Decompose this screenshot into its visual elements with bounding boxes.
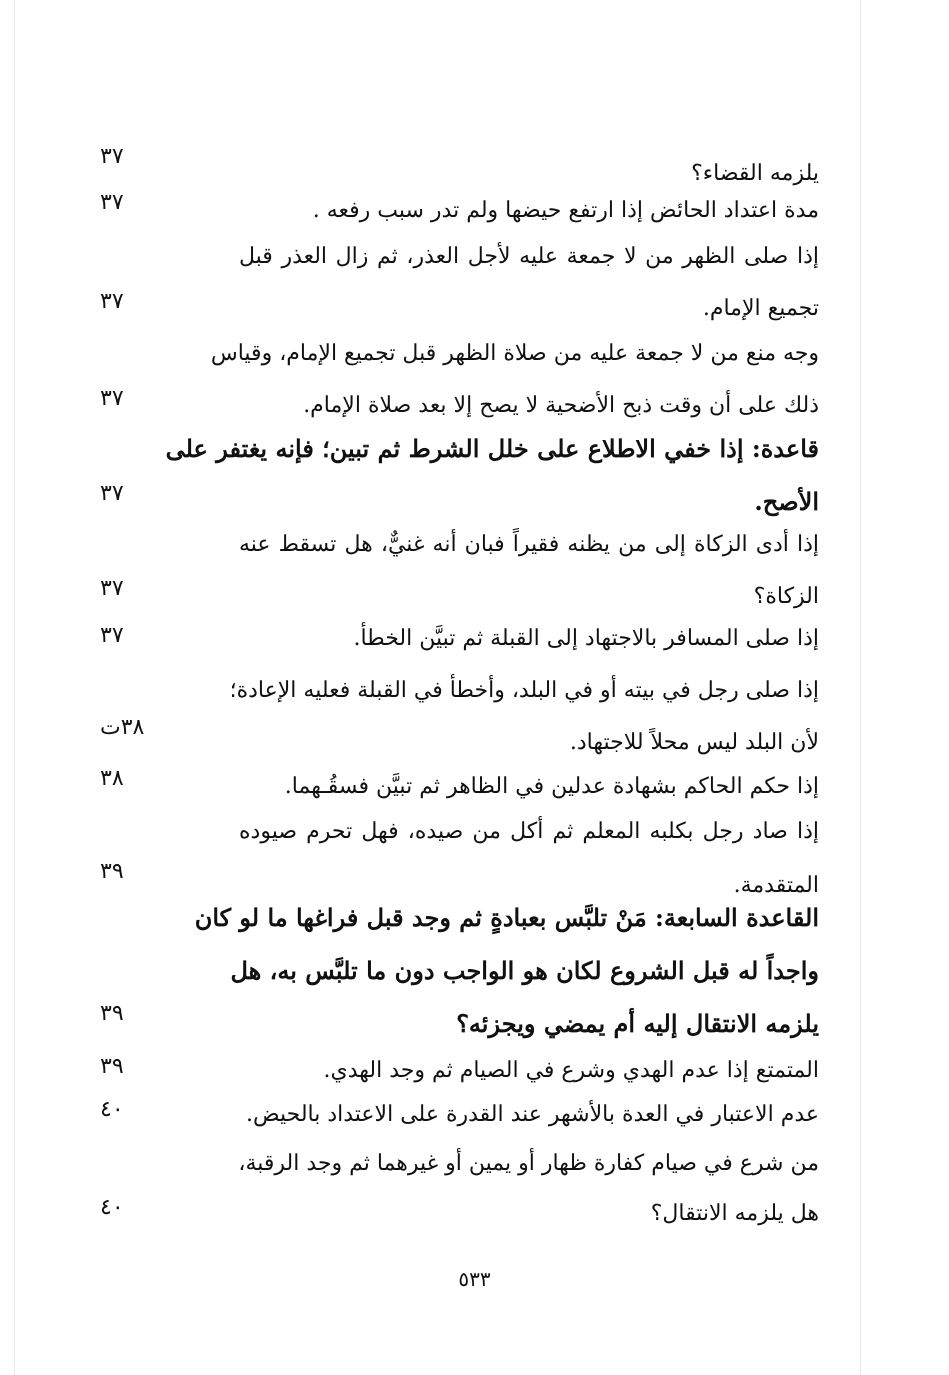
entry-text-line: ذلك على أن وقت ذبح الأضحية لا يصح إلا بعد صلاة الإمام.: [303, 393, 819, 418]
entry-page-number: ٣٧: [100, 386, 124, 411]
entry-text-line: المتقدمة.: [733, 873, 819, 898]
entry-text-line: إذا صلى الظهر من لا جمعة عليه لأجل العذر، ثم زال العذر قبل: [239, 244, 819, 269]
entry-text-line: قاعدة: إذا خفي الاطلاع على خلل الشرط ثم تبين؛ فإنه يغتفر على: [165, 434, 819, 463]
entry-text-line: الزكاة؟: [753, 584, 819, 609]
entry-text-line: واجداً له قبل الشروع لكان هو الواجب دون ما تلبَّس به، هل: [230, 956, 819, 985]
entry-text-line: يلزمه القضاء؟: [691, 161, 819, 186]
right-margin-line: [860, 0, 861, 1375]
entry-page-number: ٤٠: [100, 1097, 124, 1122]
entry-page-number: ٣٧: [100, 623, 124, 648]
entry-text-line: يلزمه الانتقال إليه أم يمضي ويجزئه؟: [456, 1009, 819, 1038]
entry-page-number: ٣٧: [100, 190, 124, 215]
entry-text-line: إذا صلى المسافر بالاجتهاد إلى القبلة ثم تبيَّن الخطأ.: [353, 626, 819, 651]
page-number: ٥٣٣: [458, 1267, 491, 1291]
entry-text-line: مدة اعتداد الحائض إذا ارتفع حيضها ولم تدر سبب رفعه .: [312, 198, 819, 223]
entry-text-line: إذا أدى الزكاة إلى من يظنه فقيراً فبان أنه غنيٌّ، هل تسقط عنه: [239, 532, 819, 557]
entry-page-number: ٣٨: [100, 766, 124, 791]
entry-page-number: ٣٩: [100, 859, 124, 884]
entry-page-number: ٤٠: [100, 1195, 124, 1220]
entry-page-number: ٣٩: [100, 1001, 124, 1026]
entry-page-number: ٣٧: [100, 289, 124, 314]
entry-text-line: عدم الاعتبار في العدة بالأشهر عند القدرة على الاعتداد بالحيض.: [246, 1102, 819, 1127]
left-margin-line: [14, 0, 15, 1375]
entry-text-line: إذا حكم الحاكم بشهادة عدلين في الظاهر ثم تبيَّن فسقُـهما.: [284, 774, 819, 799]
entry-page-number: ٣٧: [100, 481, 124, 506]
entry-page-number: ٣٩: [100, 1054, 124, 1079]
entry-text-line: إذا صاد رجل بكلبه المعلم ثم أكل من صيده، فهل تحرم صيوده: [239, 819, 819, 844]
entry-text-line: المتمتع إذا عدم الهدي وشرع في الصيام ثم وجد الهدي.: [323, 1058, 819, 1083]
entry-page-number: ٣٨ت: [100, 715, 145, 740]
entry-text-line: القاعدة السابعة: مَنْ تلبَّس بعبادةٍ ثم وجد قبل فراغها ما لو كان: [194, 903, 819, 932]
entry-text-line: هل يلزمه الانتقال؟: [650, 1201, 819, 1226]
entry-page-number: ٣٧: [100, 144, 124, 169]
entry-text-line: إذا صلى رجل في بيته أو في البلد، وأخطأ في القبلة فعليه الإعادة؛: [229, 678, 819, 703]
entry-text-line: من شرع في صيام كفارة ظهار أو يمين أو غيرهما ثم وجد الرقبة،: [238, 1151, 819, 1176]
entry-page-number: ٣٧: [100, 576, 124, 601]
entry-text-line: لأن البلد ليس محلاً للاجتهاد.: [569, 730, 819, 755]
entry-text-line: الأصح.: [754, 487, 819, 516]
entry-text-line: وجه منع من لا جمعة عليه من صلاة الظهر قبل تجميع الإمام، وقياس: [210, 341, 819, 366]
entry-text-line: تجميع الإمام.: [702, 296, 819, 321]
